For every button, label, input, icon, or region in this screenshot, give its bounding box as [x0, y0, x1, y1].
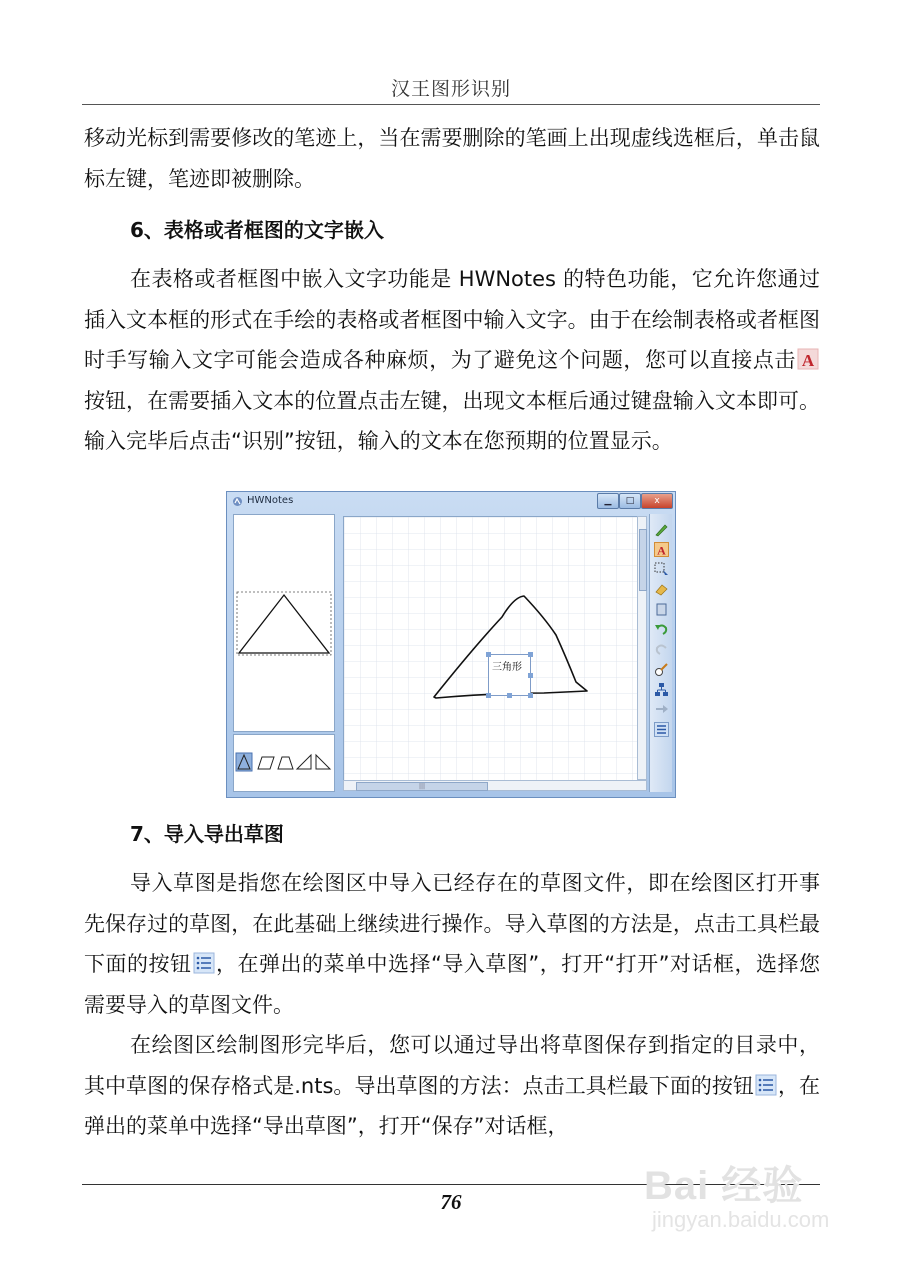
- svg-text:A: A: [657, 543, 666, 557]
- textbox-handle[interactable]: [528, 652, 533, 657]
- textbox-handle[interactable]: [486, 693, 491, 698]
- inserted-textbox[interactable]: [488, 654, 531, 696]
- recognize-icon[interactable]: [654, 662, 669, 677]
- frame-icon[interactable]: [654, 602, 669, 617]
- pen-icon[interactable]: [654, 522, 669, 537]
- paragraph-export-sketch: [84, 1025, 820, 1147]
- hwnotes-window-screenshot: [226, 491, 676, 798]
- paragraph-text-embed-part1: 在表格或者框图中嵌入文字功能是 HWNotes 的特色功能，它允许您通过插入文本框的形式在手绘的表格或者框图中输入文字。由于在绘制表格或者框图时手写输入文字可能会造成各种麻烦，为了避免这个问题，您可以直接点击: [84, 267, 820, 372]
- textbox-handle[interactable]: [486, 652, 491, 657]
- eraser-icon[interactable]: [654, 582, 669, 597]
- sketch-thumbnail-panel[interactable]: [233, 514, 335, 732]
- watermark-logo: Bai 经验: [644, 1164, 804, 1208]
- header-divider: [82, 104, 820, 105]
- undo-icon[interactable]: [654, 622, 669, 637]
- horizontal-scrollbar[interactable]: [343, 780, 647, 791]
- arrow-icon[interactable]: [654, 702, 669, 717]
- running-header-title: 汉王图形识别: [390, 78, 511, 100]
- svg-text:A: A: [801, 351, 815, 370]
- redo-icon[interactable]: [654, 642, 669, 657]
- close-button[interactable]: x: [641, 493, 673, 509]
- list-menu-icon: [755, 1074, 777, 1096]
- textbox-handle[interactable]: [507, 693, 512, 698]
- paragraph-import-part2: ，在弹出的菜单中选择“导入草图”，打开“打开”对话框，选择您需要导入的草图文件。: [84, 952, 821, 1017]
- textbox-text: 三角形: [492, 662, 522, 673]
- menu-list-icon[interactable]: [654, 722, 669, 737]
- diagram-icon[interactable]: [654, 682, 669, 697]
- select-icon[interactable]: [654, 562, 669, 577]
- text-tool-icon[interactable]: [654, 542, 669, 557]
- shape-library-panel[interactable]: [233, 734, 335, 792]
- app-logo-icon: [232, 496, 243, 507]
- textbox-handle[interactable]: [528, 673, 533, 678]
- shape-library-icons: [234, 735, 334, 791]
- drawing-canvas[interactable]: [343, 516, 639, 782]
- section-heading-7: 7、导入导出草图: [130, 822, 284, 846]
- horizontal-scroll-thumb[interactable]: |||: [356, 782, 488, 791]
- paragraph-import-sketch: [84, 863, 820, 1025]
- window-titlebar: [227, 492, 675, 512]
- minimize-button[interactable]: ▁: [597, 493, 619, 509]
- vertical-scrollbar[interactable]: [637, 516, 647, 780]
- watermark-url: jingyan.baidu.com: [652, 1207, 830, 1232]
- list-menu-icon: [193, 952, 215, 974]
- paragraph-import-part1: 导入草图是指您在绘图区中导入已经存在的草图文件，即在绘图区打开事先保存过的草图，在此基础上继续进行操作。导入草图的方法是，点击工具栏最下面的按钮: [84, 871, 820, 976]
- canvas-grid-and-sketch: [344, 517, 638, 781]
- paragraph-text-embed: [84, 259, 820, 462]
- paragraph-export-part1: 在绘图区绘制图形完毕后，您可以通过导出将草图保存到指定的目录中，其中草图的保存格式是.nts。导出草图的方法：点击工具栏最下面的按钮: [84, 1033, 820, 1098]
- maximize-button[interactable]: □: [619, 493, 641, 509]
- vertical-scroll-thumb[interactable]: [639, 529, 647, 591]
- thumbnail-triangle-sketch: [234, 515, 334, 731]
- window-title: HWNotes: [247, 495, 294, 506]
- tool-palette: [649, 514, 672, 792]
- textbox-handle[interactable]: [528, 693, 533, 698]
- paragraph-delete-stroke: 移动光标到需要修改的笔迹上，当在需要删除的笔画上出现虚线选框后，单击鼠标左键，笔迹即被删除。: [84, 126, 820, 191]
- section-heading-6: 6、表格或者框图的文字嵌入: [130, 218, 384, 242]
- paragraph-text-embed-part2: 按钮，在需要插入文本的位置点击左键，出现文本框后通过键盘输入文本即可。输入完毕后点击“识别”按钮，输入的文本在您预期的位置显示。: [84, 388, 820, 453]
- text-insert-icon: [797, 348, 819, 370]
- page-number: 76: [440, 1190, 462, 1214]
- paragraph-export-part2: ，在弹出的菜单中选择“导出草图”，打开“保存”对话框，: [84, 1073, 820, 1138]
